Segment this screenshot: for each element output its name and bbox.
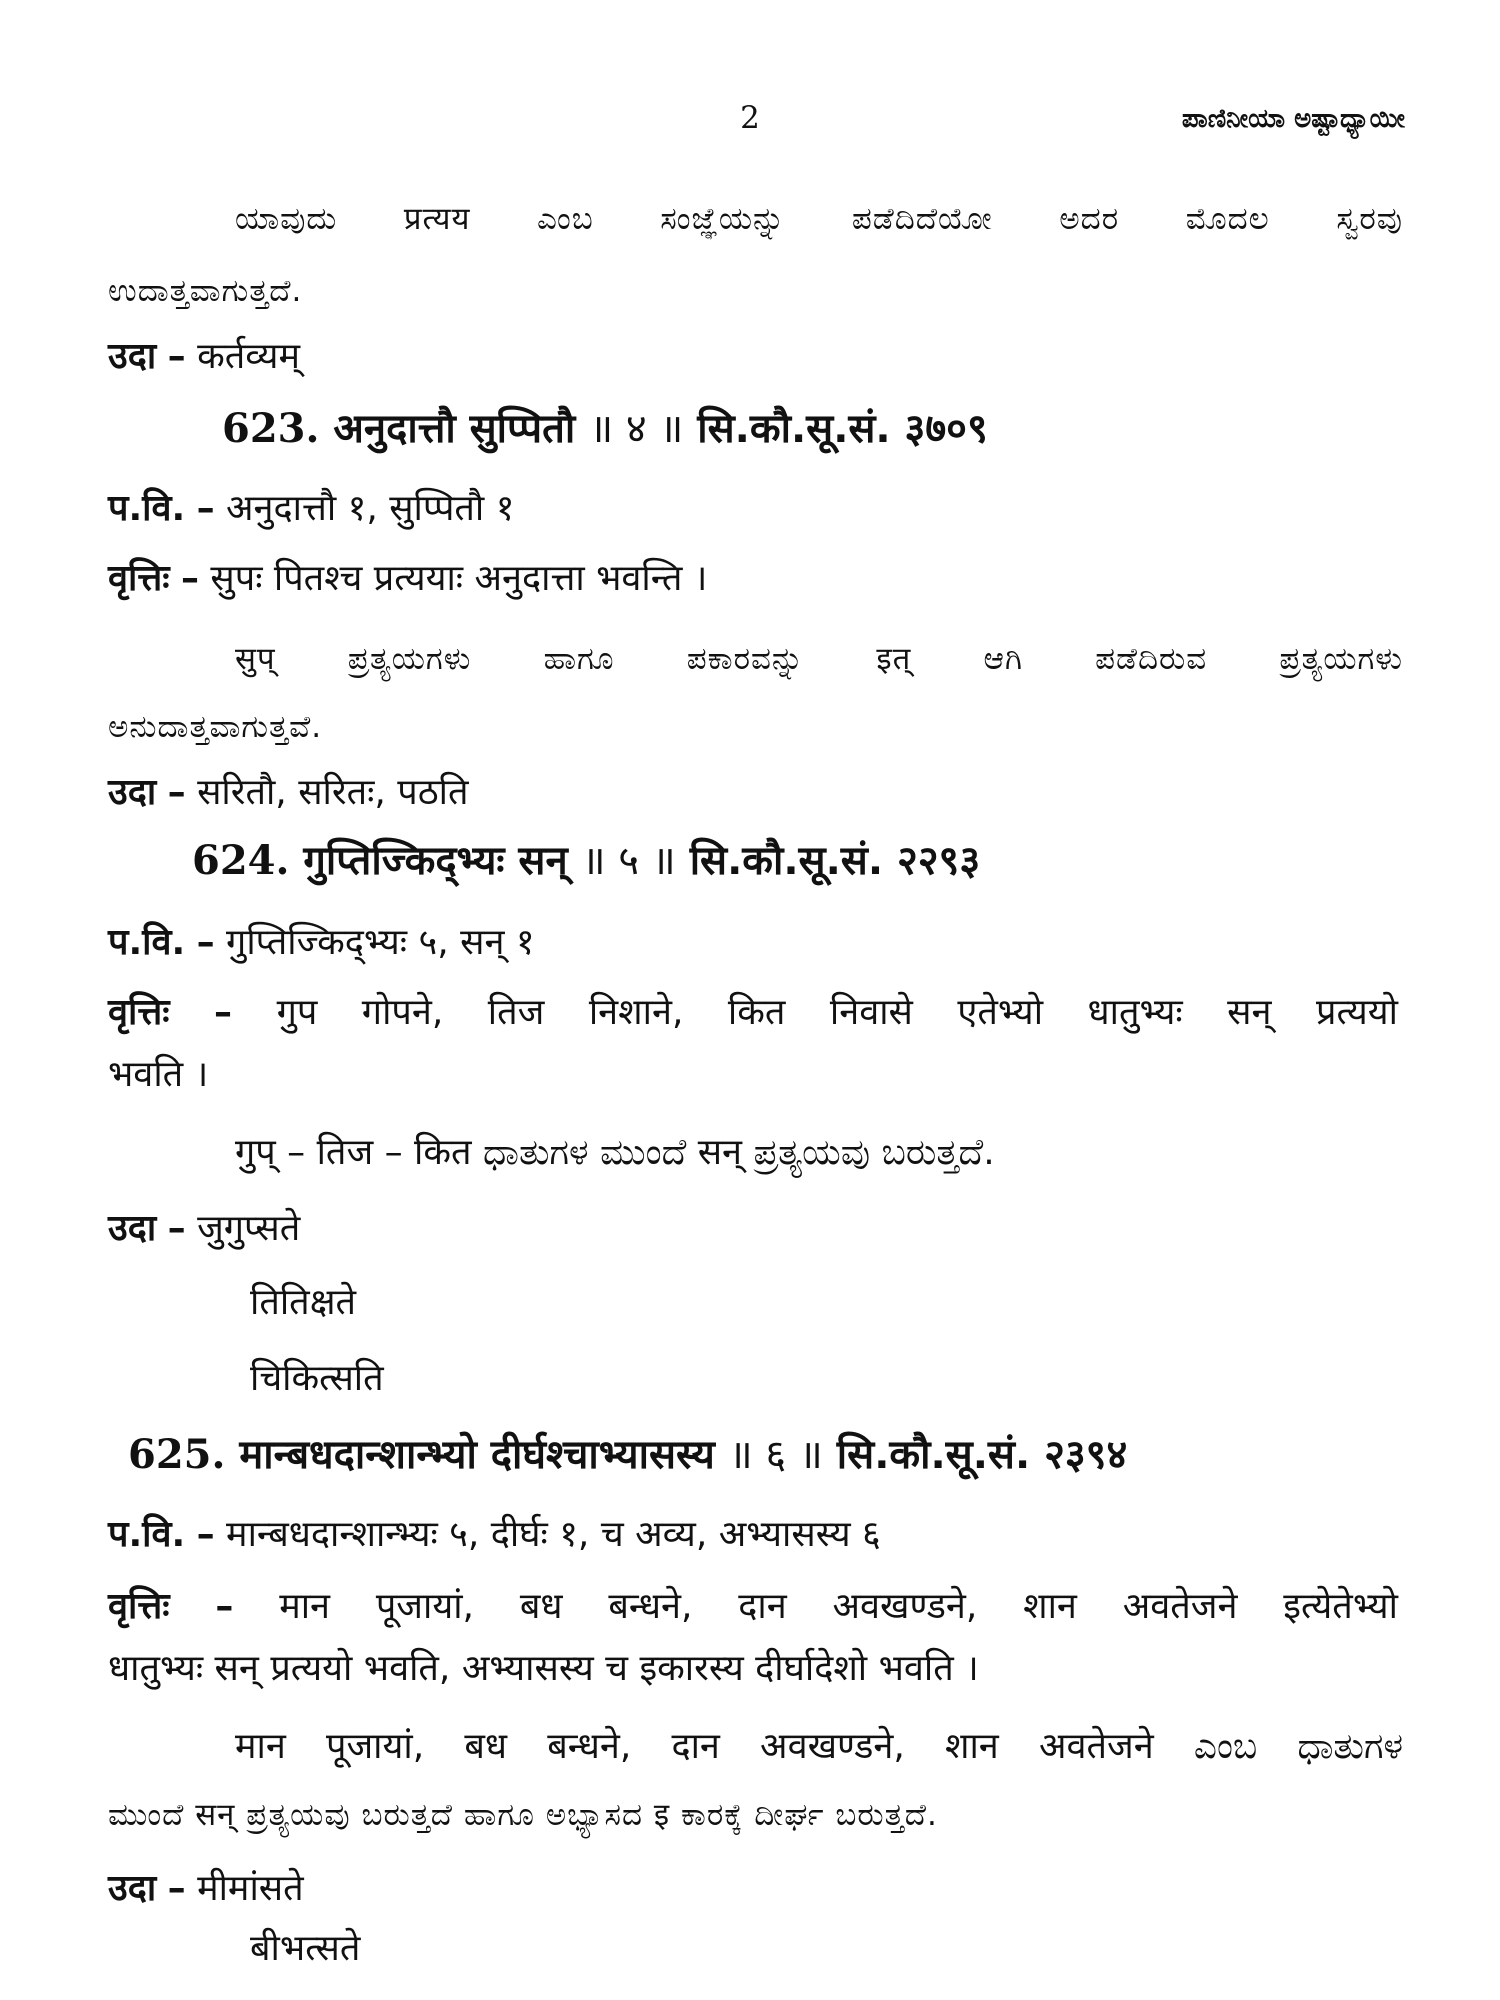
sutra-623-kannada-line-1: सुप् ಪ್ರತ್ಯಯಗಳು ಹಾಗೂ ಪಕಾರವನ್ನು इत् ಆಗಿ ಪಡೆದಿರುವ ಪ್ರತ್ಯಯಗಳು — [235, 641, 1403, 677]
sutra-624-example-2: तितिक्षते — [250, 1282, 357, 1323]
dash: – — [215, 1586, 234, 1627]
sutra-625-vritti-line-1 — [108, 1584, 1398, 1630]
example-label: उदा — [108, 1868, 157, 1909]
vritti-label: वृत्तिः — [108, 992, 170, 1033]
pavi-text: मान्बधदान्शान्भ्यः ५, दीर्घः १, च अव्य, अभ्यासस्य ६ — [226, 1514, 881, 1555]
sutra-623-kannada-line-2: ಅನುದಾತ್ತವಾಗುತ್ತವೆ. — [108, 709, 323, 745]
intro-kannada-line-2: ಉದಾತ್ತವಾಗುತ್ತದೆ. — [108, 273, 303, 309]
pavi-text: गुप्तिज्किद्भ्यः ५, सन् १ — [226, 922, 535, 963]
sutra-title: मान्बधदान्शान्भ्यो दीर्घश्चाभ्यासस्य — [239, 1432, 715, 1478]
sutra-623-vritti — [108, 556, 707, 602]
sutra-reference: सि.कौ.सू.सं. ३७०९ — [697, 406, 988, 452]
pavi-text: अनुदात्तौ १, सुप्पितौ १ — [226, 488, 515, 529]
dash: – — [167, 336, 186, 377]
pavi-label: प.वि. — [108, 488, 186, 529]
sutra-title: गुप्तिज्किद्भ्यः सन् — [303, 838, 568, 884]
sutra-625-example-2: बीभत्सते — [250, 1928, 361, 1969]
dash: – — [167, 1208, 186, 1249]
sutra-625-heading — [128, 1430, 1127, 1480]
sutra-624-example-3: चिकित्सति — [250, 1358, 384, 1399]
intro-example — [108, 334, 300, 380]
dash: – — [196, 488, 215, 529]
pavi-label: प.वि. — [108, 922, 186, 963]
running-title: ಪಾಣಿನೀಯಾ ಅಷ್ಟಾಧ್ಯಾಯೀ — [1181, 104, 1405, 134]
sutra-624-heading — [192, 836, 980, 886]
sutra-624-kannada-line: गुप् – तिज – कित ಧಾತುಗಳ ಮುಂದೆ सन् ಪ್ರತ್ಯಯವು ಬರುತ್ತದೆ. — [235, 1132, 995, 1173]
example-word: कर्तव्यम् — [197, 336, 300, 377]
dash: – — [180, 558, 199, 599]
sutra-625-kannada-line-2: ಮುಂದೆ सन् ಪ್ರತ್ಯಯವು ಬರುತ್ತದೆ ಹಾಗೂ ಅಭ್ಯಾಸದ इ ಕಾರಕ್ಕೆ ದೀರ್ಘ ಬರುತ್ತದೆ. — [108, 1797, 938, 1833]
pavi-label: प.वि. — [108, 1514, 186, 1555]
sutra-623-heading — [222, 404, 988, 454]
dash: – — [214, 992, 233, 1033]
sutra-625-example — [108, 1866, 304, 1912]
sutra-624-example — [108, 1206, 300, 1252]
sutra-625-padaviccheda — [108, 1512, 881, 1558]
sutra-serial: ॥ ४ ॥ — [589, 406, 684, 452]
example-label: उदा — [108, 772, 157, 813]
example-label: उदा — [108, 1208, 157, 1249]
intro-kannada-line-1: ಯಾವುದು प्रत्यय ಎಂಬ ಸಂಜ್ಞೆಯನ್ನು ಪಡೆದಿದೆಯೋ ಅದರ ಮೊದಲ ಸ್ವರವು — [235, 201, 1403, 237]
sutra-serial: ॥ ६ ॥ — [728, 1432, 823, 1478]
sutra-reference: सि.कौ.सू.सं. २२९३ — [689, 838, 981, 884]
example-word: मीमांसते — [197, 1868, 304, 1909]
example-words: सरितौ, सरितः, पठति — [197, 772, 469, 813]
sutra-624-vritti-line-1 — [108, 990, 1398, 1036]
sutra-624-vritti-line-2: भवति । — [108, 1054, 209, 1095]
sutra-number: 623. — [222, 405, 320, 452]
example-word: जुगुप्सते — [197, 1208, 301, 1249]
sutra-reference: सि.कौ.सू.सं. २३९४ — [836, 1432, 1128, 1478]
sutra-number: 624. — [192, 837, 290, 884]
vritti-label: वृत्तिः — [108, 558, 170, 599]
dash: – — [196, 1514, 215, 1555]
sutra-title: अनुदात्तौ सुप्पितौ — [333, 406, 576, 452]
example-label: उदा — [108, 336, 157, 377]
sutra-623-example — [108, 770, 468, 816]
page-number: 2 — [740, 100, 760, 136]
sutra-number: 625. — [128, 1431, 226, 1478]
dash: – — [196, 922, 215, 963]
vritti-text: मान पूजायां, बध बन्धने, दान अवखण्डने, शान अवतेजने इत्येतेभ्यो — [279, 1586, 1398, 1627]
sutra-625-vritti-line-2: धातुभ्यः सन् प्रत्ययो भवति, अभ्यासस्य च इकारस्य दीर्घादेशो भवति । — [108, 1648, 979, 1689]
vritti-label: वृत्तिः — [108, 1586, 170, 1627]
dash: – — [167, 1868, 186, 1909]
sutra-623-padaviccheda — [108, 486, 514, 532]
dash: – — [167, 772, 186, 813]
sutra-625-kannada-line-1: मान पूजायां, बध बन्धने, दान अवखण्डने, शान अवतेजने ಎಂಬ ಧಾತುಗಳ — [235, 1726, 1403, 1767]
sutra-serial: ॥ ५ ॥ — [581, 838, 676, 884]
sutra-624-padaviccheda — [108, 920, 535, 966]
vritti-text: सुपः पितश्च प्रत्ययाः अनुदात्ता भवन्ति । — [210, 558, 708, 599]
vritti-text: गुप गोपने, तिज निशाने, कित निवासे एतेभ्यो धातुभ्यः सन् प्रत्ययो — [276, 992, 1399, 1033]
